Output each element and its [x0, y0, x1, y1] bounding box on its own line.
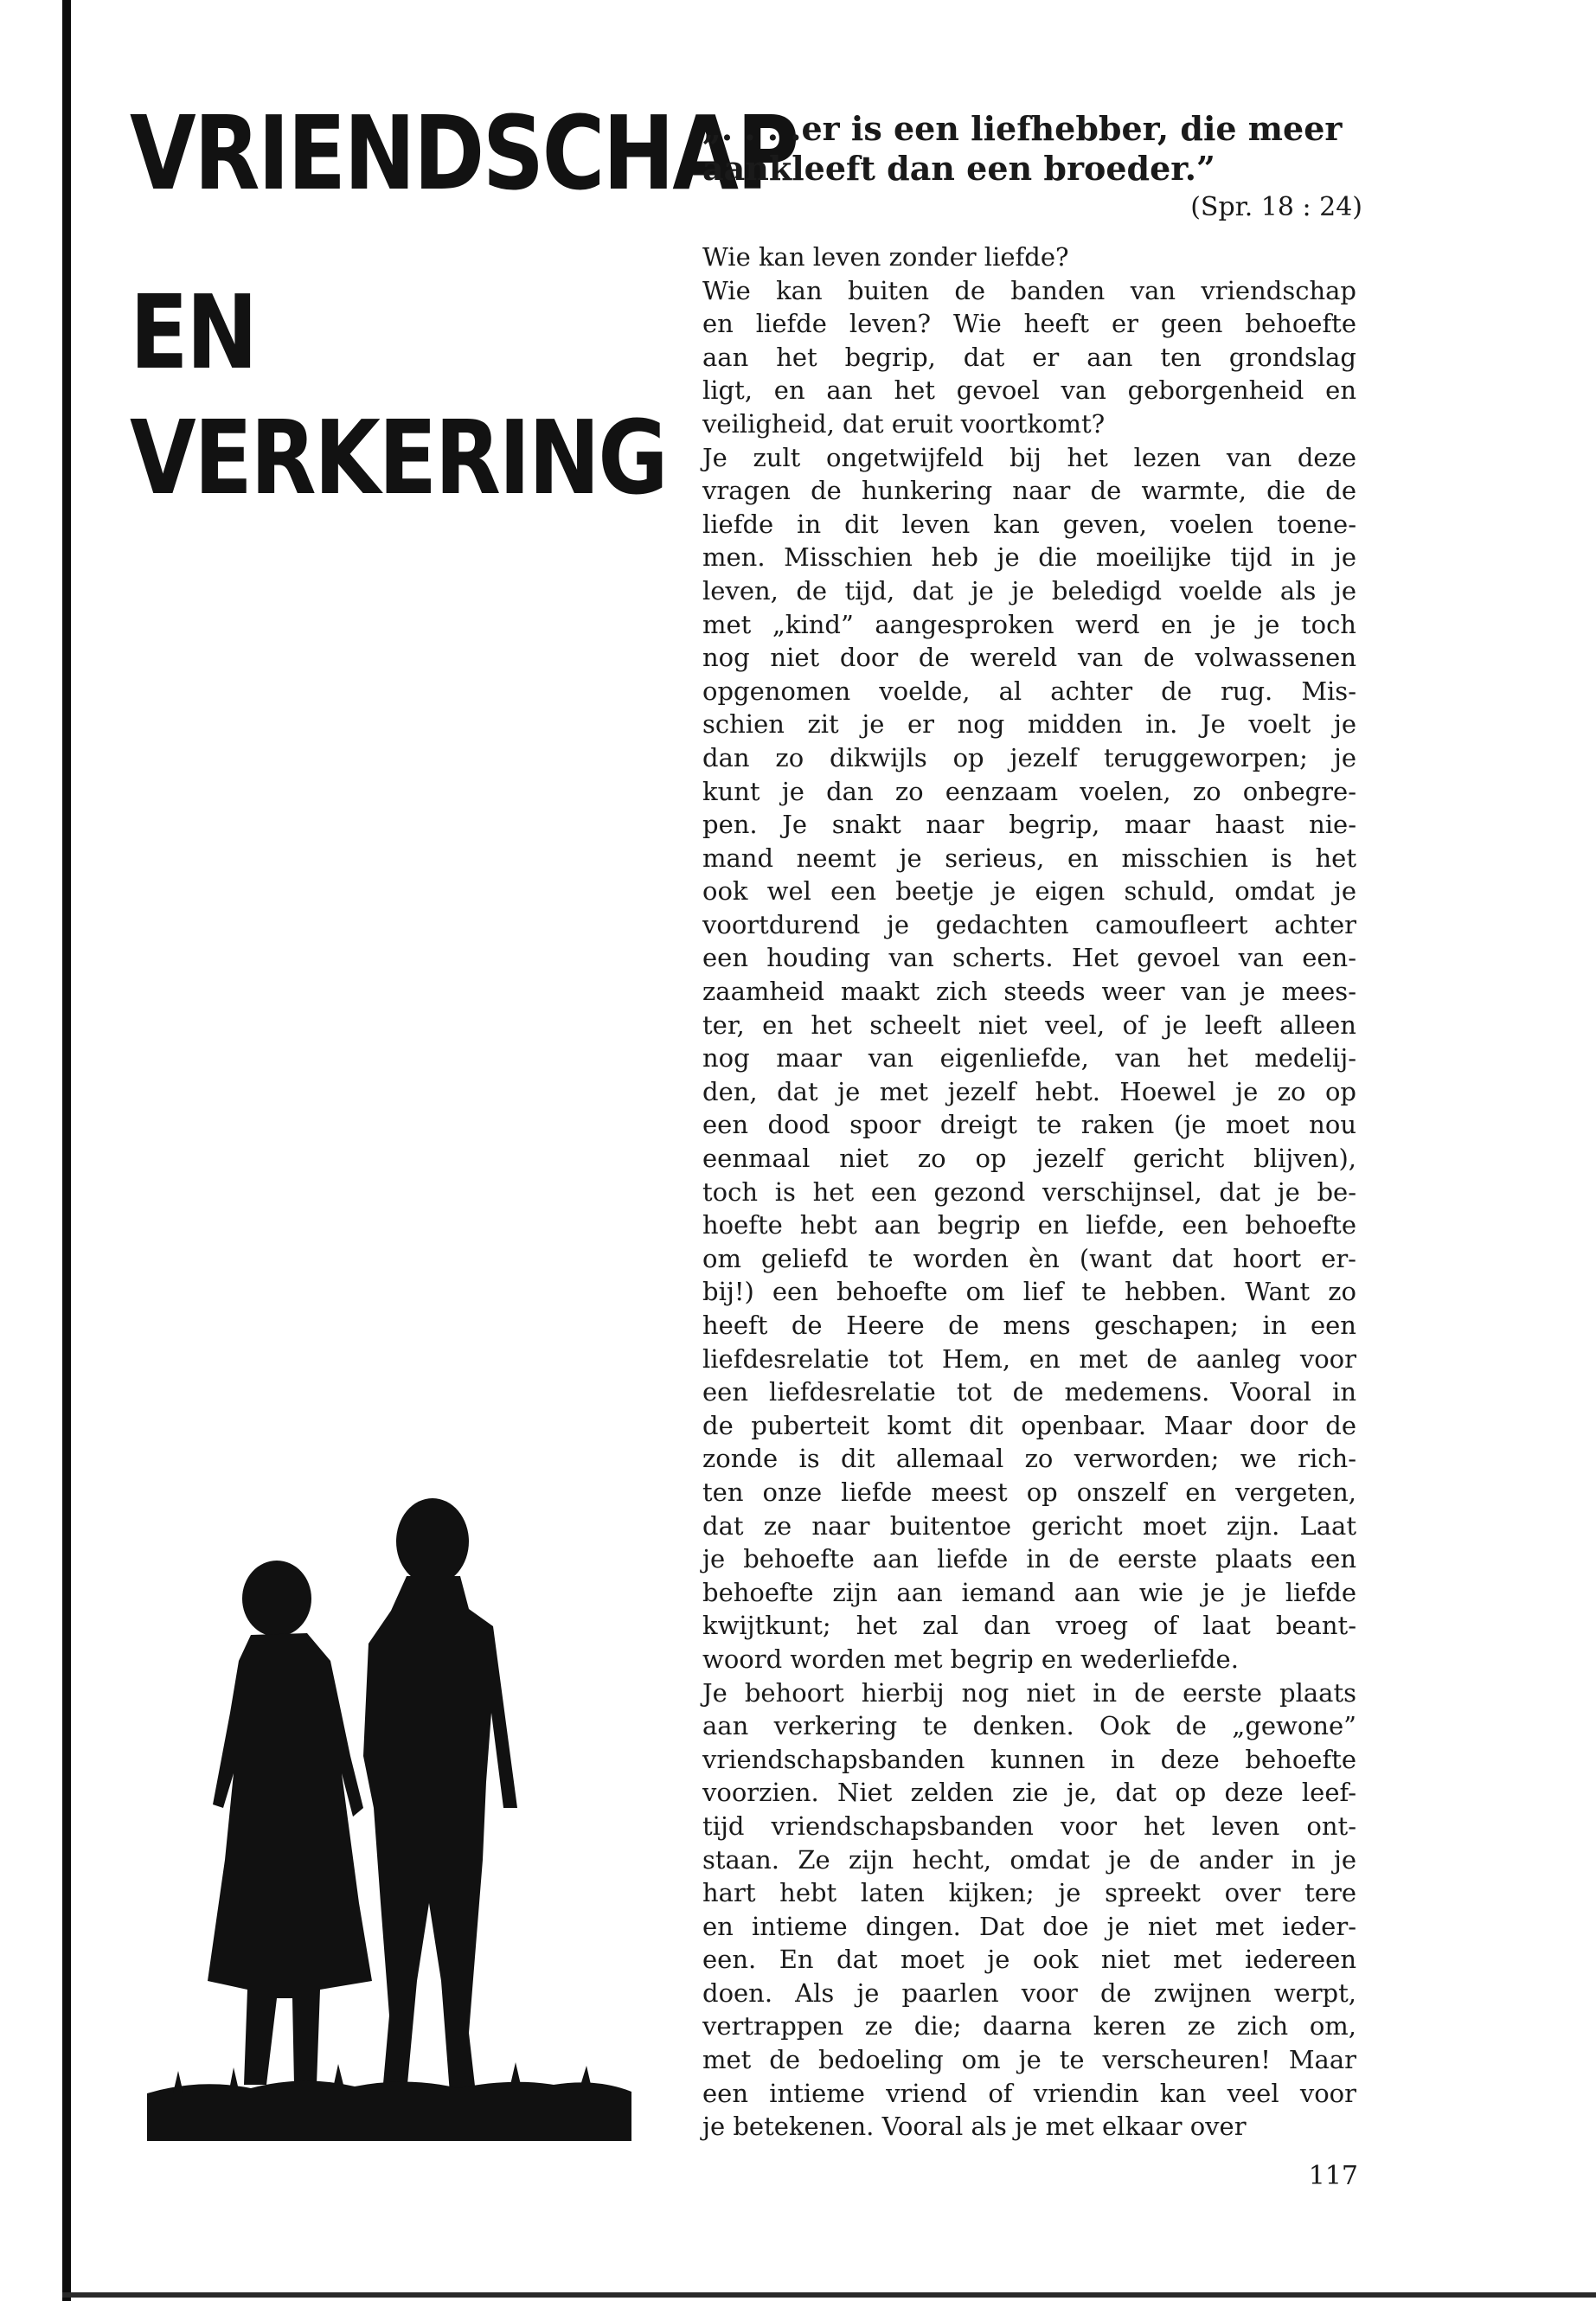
body-line: en intieme dingen. Dat doe je niet met ieder- — [702, 1911, 1356, 1941]
body-line: veiligheid, dat eruit voortkomt? — [702, 408, 1106, 439]
title-line-1: VRIENDSCHAP — [130, 93, 798, 213]
epigraph-line-2: aankleeft dan een broeder.” — [702, 149, 1215, 188]
body-line: voortdurend je gedachten camoufleert achter — [702, 909, 1356, 939]
body-line: om geliefd te worden èn (want dat hoort er- — [702, 1243, 1356, 1273]
body-line: eenmaal niet zo op jezelf gericht blijven), — [702, 1144, 1356, 1174]
body-line: den, dat je met jezelf hebt. Hoewel je zo op — [702, 1076, 1356, 1106]
body-line: ook wel een beetje je eigen schuld, omdat je — [702, 876, 1356, 907]
body-line: liefde in dit leven kan geven, voelen toene- — [702, 509, 1356, 539]
body-line: met „kind” aangesproken werd en je je toch — [702, 609, 1356, 639]
bottom-rule — [62, 2292, 1596, 2298]
body-line: ter, en het scheelt niet veel, of je leeft alleen — [702, 1009, 1356, 1040]
body-line: vriendschapsbanden kunnen in deze behoefte — [702, 1744, 1356, 1774]
body-line: pen. Je snakt naar begrip, maar haast nie- — [702, 810, 1356, 840]
body-line: een. En dat moet je ook niet met iedereen — [702, 1945, 1356, 1975]
body-line: staan. Ze zijn hecht, omdat je de ander in je — [702, 1844, 1356, 1875]
body-text — [702, 240, 1356, 2144]
body-line: tijd vriendschapsbanden voor het leven ont- — [702, 1811, 1356, 1841]
body-line: mand neemt je serieus, en misschien is het — [702, 843, 1356, 873]
body-line: een houding van scherts. Het gevoel van een- — [702, 943, 1356, 973]
body-line: een intieme vriend of vriendin kan veel voor — [702, 2078, 1356, 2108]
body-line: hart hebt laten kijken; je spreekt over tere — [702, 1878, 1356, 1908]
body-line: en liefde leven? Wie heeft er geen behoefte — [702, 309, 1356, 339]
body-line: een liefdesrelatie tot de medemens. Vooral in — [702, 1377, 1356, 1407]
body-line: zonde is dit allemaal zo verworden; we rich- — [702, 1444, 1356, 1474]
body-line: leven, de tijd, dat je je beledigd voelde als je — [702, 575, 1356, 606]
body-line: liefdesrelatie tot Hem, en met de aanleg voor — [702, 1343, 1356, 1374]
body-line: behoefte zijn aan iemand aan wie je je liefde — [702, 1577, 1356, 1607]
scan-edge-bar — [62, 0, 71, 2301]
epigraph-reference: (Spr. 18 : 24) — [1190, 192, 1362, 222]
body-line: nog niet door de wereld van de volwassenen — [702, 643, 1356, 673]
body-line: kwijtkunt; het zal dan vroeg of laat beant- — [702, 1611, 1356, 1641]
body-line: hoefte hebt aan begrip en liefde, een behoefte — [702, 1210, 1356, 1240]
body-line: heeft de Heere de mens geschapen; in een — [702, 1311, 1356, 1340]
body-line: Wie kan buiten de banden van vriendschap — [702, 275, 1356, 305]
body-line: opgenomen voelde, al achter de rug. Mis- — [702, 676, 1356, 706]
body-line: dan zo dikwijls op jezelf teruggeworpen; je — [702, 742, 1356, 772]
body-line: men. Misschien heb je die moeilijke tijd in je — [702, 542, 1356, 573]
body-line: je betekenen. Vooral als je met elkaar over — [702, 2112, 1247, 2142]
epigraph-quote — [702, 109, 1360, 189]
body-line: je behoefte aan liefde in de eerste plaats een — [702, 1544, 1356, 1574]
body-line: ligt, en aan het gevoel van geborgenheid en — [702, 375, 1356, 406]
body-line: doen. Als je paarlen voor de zwijnen werpt, — [702, 1977, 1356, 2008]
body-line: kunt je dan zo eenzaam voelen, zo onbegre- — [702, 776, 1356, 806]
body-line: Wie kan leven zonder liefde? — [702, 242, 1069, 272]
epigraph-line-1: „. . . .er is een liefhebber, die meer — [702, 109, 1343, 148]
body-line: voorzien. Niet zelden zie je, dat op deze leef- — [702, 1778, 1356, 1808]
body-line: een dood spoor dreigt te raken (je moet nou — [702, 1110, 1356, 1140]
title-line-3: VERKERING — [130, 398, 667, 517]
body-line: woord worden met begrip en wederliefde. — [702, 1644, 1239, 1674]
body-line: zaamheid maakt zich steeds weer van je mees- — [702, 977, 1356, 1007]
body-line: met de bedoeling om je te verscheuren! Maar — [702, 2045, 1356, 2075]
body-line: toch is het een gezond verschijnsel, dat je be- — [702, 1176, 1356, 1207]
couple-silhouette-icon — [147, 1497, 631, 2141]
body-line: vragen de hunkering naar de warmte, die de — [702, 476, 1356, 506]
page-number: 117 — [1308, 2161, 1358, 2191]
body-line: vertrappen ze die; daarna keren ze zich om, — [702, 2011, 1356, 2041]
title-line-2: EN — [130, 272, 256, 392]
body-line: dat ze naar buitentoe gericht moet zijn. Laat — [702, 1510, 1356, 1541]
body-line: bij!) een behoefte om lief te hebben. Want zo — [702, 1277, 1356, 1307]
body-line: Je zult ongetwijfeld bij het lezen van deze — [702, 442, 1356, 472]
body-line: de puberteit komt dit openbaar. Maar door de — [702, 1410, 1356, 1440]
body-line: ten onze liefde meest op onszelf en vergeten, — [702, 1477, 1356, 1507]
body-line: aan verkering te denken. Ook de „gewone” — [702, 1711, 1356, 1741]
body-line: Je behoort hierbij nog niet in de eerste plaats — [702, 1677, 1356, 1708]
body-line: aan het begrip, dat er aan ten grondslag — [702, 342, 1356, 372]
body-line: nog maar van eigenliefde, van het medelij- — [702, 1043, 1356, 1074]
body-line: schien zit je er nog midden in. Je voelt je — [702, 709, 1356, 740]
